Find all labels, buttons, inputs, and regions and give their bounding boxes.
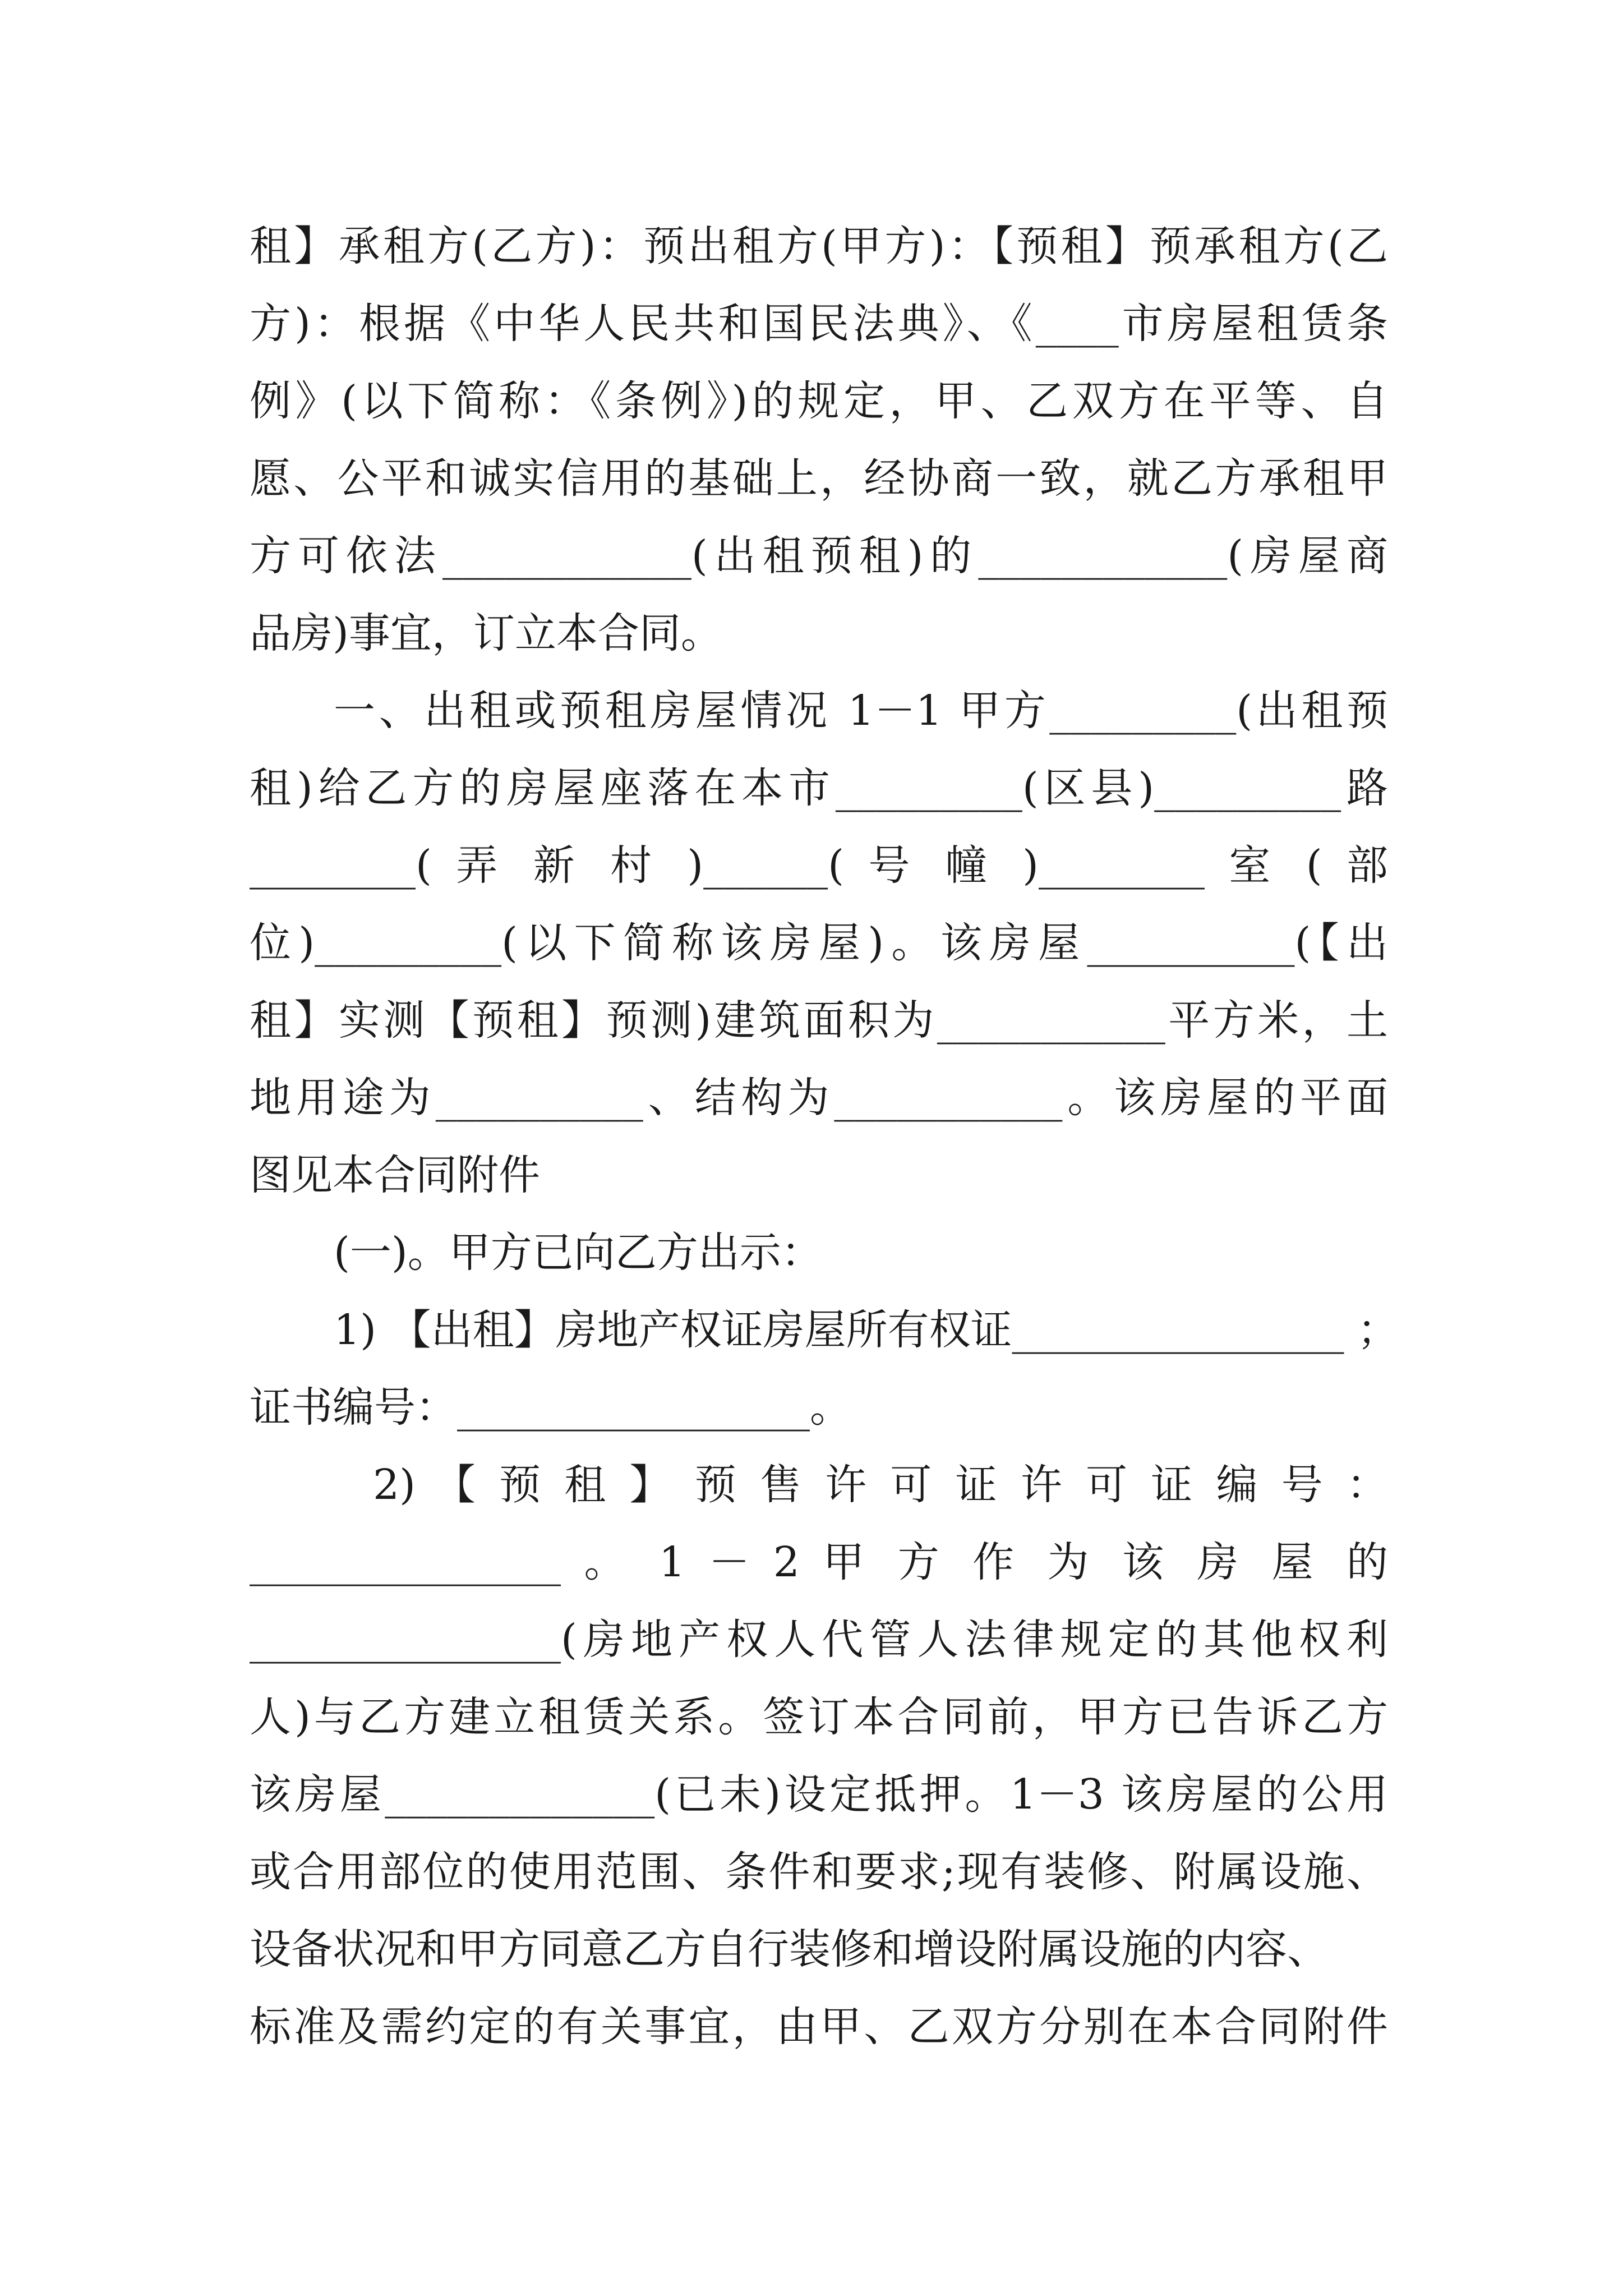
text-line: (一)。甲方已向乙方出示： xyxy=(334,1228,823,1277)
text-line: _______________(房地产权人代管人法律规定的其他权利 xyxy=(250,1616,1388,1664)
text-line: 租】承租方(乙方)：预出租方(甲方)：【预租】预承租方(乙 xyxy=(250,222,1388,270)
text-line: 该房屋_____________(已未)设定抵押。1－3 该房屋的公用 xyxy=(250,1770,1388,1819)
text-line: ________( 弄 新 村 )______( 号 幢 )________ 室 ( 部 xyxy=(250,841,1388,890)
list-item-line: 2) 【 预 租 】 预 售 许 可 证 许 可 证 编 号 ： xyxy=(373,1461,1388,1509)
document-page xyxy=(250,208,1399,2065)
text-line: 租】实测【预租】预测)建筑面积为___________平方米，土 xyxy=(250,996,1388,1045)
text-line: 愿、公平和诚实信用的基础上，经协商一致，就乙方承租甲 xyxy=(250,454,1388,503)
text-line: 地用途为__________、结构为___________。该房屋的平面 xyxy=(250,1074,1388,1122)
text-line: 位)_________(以下简称该房屋)。该房屋__________(【出 xyxy=(250,919,1388,967)
text-line: 人)与乙方建立租赁关系。签订本合同前，甲方已告诉乙方 xyxy=(250,1693,1388,1741)
text-line: 品房)事宜，订立本合同。 xyxy=(250,609,722,657)
text-line: 证书编号：_________________。 xyxy=(250,1383,851,1432)
text-line: 设备状况和甲方同意乙方自行装修和增设附属设施的内容、 xyxy=(250,1925,1329,1973)
text-line: 租)给乙方的房屋座落在本市_________(区县)_________路 xyxy=(250,764,1388,812)
text-line: _______________ 。 1 － 2 甲 方 作 为 该 房 屋 的 xyxy=(250,1538,1388,1586)
list-item-line: 1) 【出租】房地产权证房屋所有权证________________ ； xyxy=(334,1306,1399,1354)
text-line: 方可依法____________(出租预租)的____________(房屋商 xyxy=(250,532,1388,580)
text-line: 方)：根据《中华人民共和国民法典》、《____市房屋租赁条 xyxy=(250,300,1388,348)
section-heading-line: 一、出租或预租房屋情况 1－1 甲方_________(出租预 xyxy=(334,687,1388,735)
text-line: 标准及需约定的有关事宜，由甲、乙双方分别在本合同附件 xyxy=(250,2003,1388,2051)
text-line: 图见本合同附件 xyxy=(250,1151,540,1199)
text-line: 或合用部位的使用范围、条件和要求;现有装修、附属设施、 xyxy=(250,1848,1388,1896)
text-line: 例》(以下简称：《条例》)的规定，甲、乙双方在平等、自 xyxy=(250,377,1388,425)
